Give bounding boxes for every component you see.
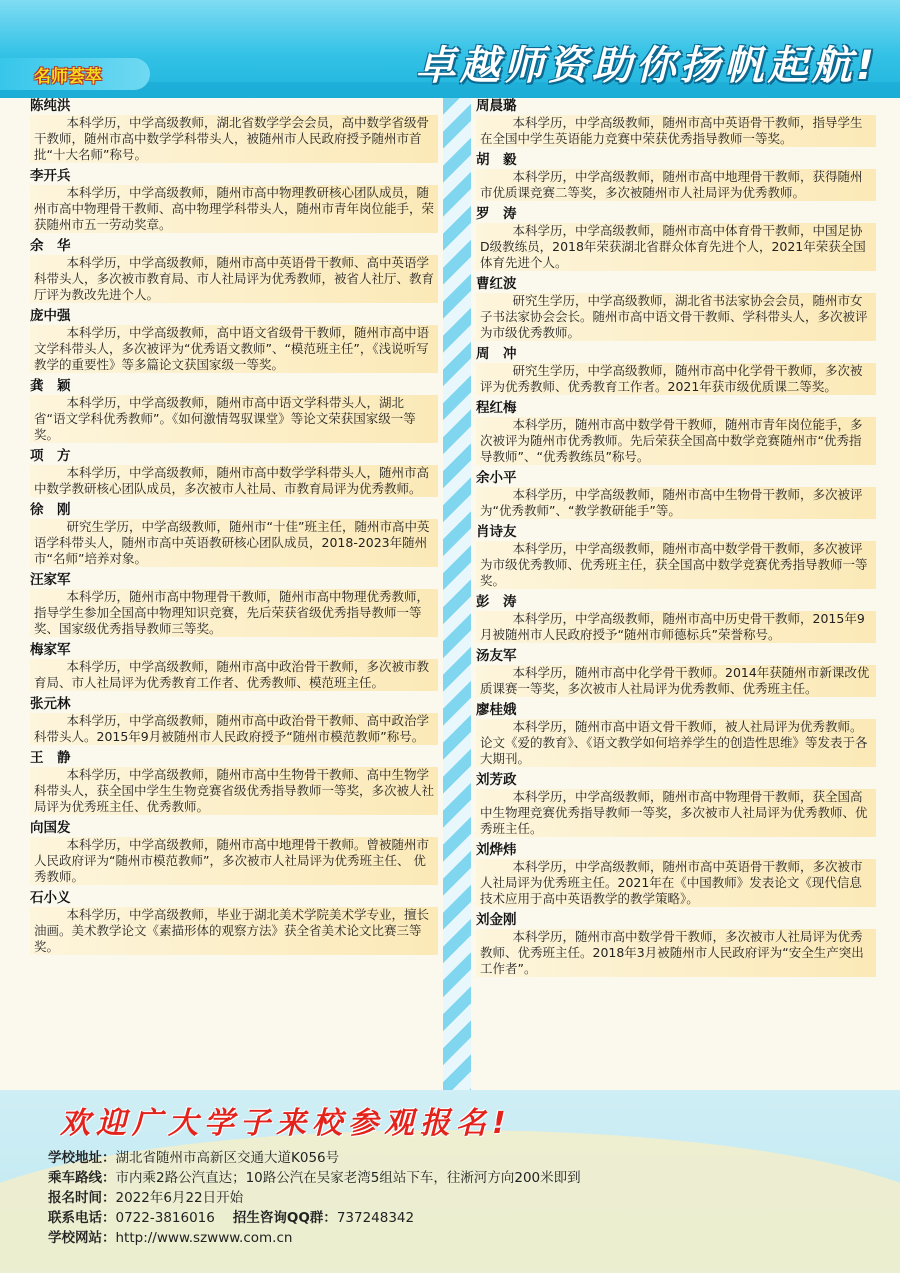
web-value[interactable]: http://www.szwww.com.cn <box>115 1230 293 1246</box>
web-row <box>48 1228 581 1248</box>
web-label: 学校网站： <box>48 1230 116 1246</box>
teacher-name: 曹红波 <box>476 276 517 292</box>
teacher-description: 本科学历，中学高级教师，随州市高中英语骨干教师，多次被市人社局评为优秀班主任。2021年在《中国教师》发表论文《现代信息技术应用于高中英语教学的教学策略》。 <box>476 859 876 907</box>
teacher-name: 刘芳政 <box>476 772 517 788</box>
teacher-name: 刘金刚 <box>476 912 517 928</box>
teacher-name: 周晨璐 <box>476 98 517 114</box>
teacher-description: 本科学历，随州市高中数学骨干教师，随州市青年岗位能手，多次被评为随州市优秀教师。先后荣获全国高中数学竞赛随州市“优秀指导教师”、“优秀教练员”称号。 <box>476 417 876 465</box>
footer <box>0 1090 900 1273</box>
teacher-entry <box>476 524 876 589</box>
left-column <box>30 98 438 960</box>
teacher-entry <box>30 168 438 233</box>
teacher-name: 汪家军 <box>30 572 71 588</box>
teacher-description: 本科学历，中学高级教师，随州市高中数学学科带头人，随州市高中数学教研核心团队成员，多次被市人社局、市教育局评为优秀教师。 <box>30 465 438 497</box>
teacher-name: 周 冲 <box>476 346 517 362</box>
teacher-entry <box>30 98 438 163</box>
teacher-description: 本科学历，中学高级教师，随州市高中地理骨干教师。曾被随州市人民政府评为“随州市模范教师”，多次被市人社局评为优秀班主任、 优秀教师。 <box>30 837 438 885</box>
time-row <box>48 1188 581 1208</box>
teacher-description: 本科学历，中学高级教师，随州市高中历史骨干教师，2015年9月被随州市人民政府授予“随州市师德标兵”荣誉称号。 <box>476 611 876 643</box>
teacher-entry <box>30 820 438 885</box>
teacher-description: 研究生学历，中学高级教师，随州市高中化学骨干教师，多次被评为优秀教师、优秀教育工作者。2021年获市级优质课二等奖。 <box>476 363 876 395</box>
teacher-name: 项 方 <box>30 448 71 464</box>
teacher-description: 本科学历，中学高级教师，湖北省数学学会会员，高中数学省级骨干教师，随州市高中数学学科带头人，被随州市人民政府授予随州市首批“十大名师”称号。 <box>30 115 438 163</box>
teacher-entry <box>476 470 876 519</box>
teacher-entry <box>476 400 876 465</box>
teacher-description: 本科学历，中学高级教师，随州市高中政治骨干教师，多次被市教育局、市人社局评为优秀教育工作者、优秀教师、模范班主任。 <box>30 659 438 691</box>
teacher-name: 石小义 <box>30 890 71 906</box>
teacher-description: 本科学历，中学高级教师，随州市高中地理骨干教师，获得随州市优质课竞赛二等奖，多次被随州市人社局评为优秀教师。 <box>476 169 876 201</box>
teacher-entry <box>476 206 876 271</box>
teacher-description: 本科学历，中学高级教师，随州市高中语文学科带头人，湖北省“语文学科优秀教师”。《如何激情驾驭课堂》等论文荣获国家级一等奖。 <box>30 395 438 443</box>
teacher-entry <box>30 308 438 373</box>
teacher-description: 本科学历，中学高级教师，随州市高中物理骨干教师，获全国高中生物理竞赛优秀指导教师一等奖，多次被市人社局评为优秀教师、优秀班主任。 <box>476 789 876 837</box>
welcome-banner: 欢迎广大学子来校参观报名! <box>60 1106 512 1141</box>
teacher-description: 本科学历，中学高级教师，随州市高中物理教研核心团队成员，随州市高中物理骨干教师、高中物理学科带头人，随州市青年岗位能手，荣获随州市五一劳动奖章。 <box>30 185 438 233</box>
teacher-name: 向国发 <box>30 820 71 836</box>
right-column <box>476 98 876 982</box>
teacher-description: 本科学历，中学高级教师，随州市高中体育骨干教师，中国足协D级教练员，2018年荣获湖北省群众体育先进个人，2021年荣获全国体育先进个人。 <box>476 223 876 271</box>
teacher-name: 罗 涛 <box>476 206 517 222</box>
time-value: 2022年6月22日开始 <box>115 1190 244 1206</box>
qq-value: 737248342 <box>336 1210 415 1226</box>
phone-value: 0722-3816016 <box>115 1210 215 1226</box>
teacher-list <box>0 98 900 1090</box>
teacher-entry <box>30 642 438 691</box>
teacher-entry <box>30 448 438 497</box>
teacher-name: 彭 涛 <box>476 594 517 610</box>
teacher-description: 本科学历，中学高级教师，随州市高中英语骨干教师，指导学生在全国中学生英语能力竞赛中荣获优秀指导教师一等奖。 <box>476 115 876 147</box>
teacher-description: 本科学历，中学高级教师，随州市高中生物骨干教师，多次被评为“优秀教师”、“教学教研能手”等。 <box>476 487 876 519</box>
teacher-entry <box>30 502 438 567</box>
teacher-name: 庞中强 <box>30 308 71 324</box>
address-value: 湖北省随州市高新区交通大道K056号 <box>115 1150 340 1166</box>
teacher-name: 肖诗友 <box>476 524 517 540</box>
teacher-entry <box>476 98 876 147</box>
phone-label: 联系电话： <box>48 1210 116 1226</box>
teacher-entry <box>30 572 438 637</box>
teacher-name: 李开兵 <box>30 168 71 184</box>
teacher-description: 本科学历，随州市高中化学骨干教师。2014年获随州市新课改优质课赛一等奖，多次被市人社局评为优秀教师、优秀班主任。 <box>476 665 876 697</box>
section-badge-label: 名师荟萃 <box>34 67 102 87</box>
teacher-entry <box>30 890 438 955</box>
teacher-entry <box>30 238 438 303</box>
teacher-entry <box>30 696 438 745</box>
school-info <box>48 1148 581 1248</box>
address-row <box>48 1148 581 1168</box>
teacher-name: 龚 颖 <box>30 378 71 394</box>
teacher-name: 余小平 <box>476 470 517 486</box>
teacher-name: 王 静 <box>30 750 71 766</box>
teacher-entry <box>476 648 876 697</box>
teacher-name: 余 华 <box>30 238 71 254</box>
teacher-entry <box>476 276 876 341</box>
teacher-entry <box>476 912 876 977</box>
teacher-description: 本科学历，中学高级教师，随州市高中生物骨干教师、高中生物学科带头人，获全国中学生生物竞赛省级优秀指导教师一等奖，多次被人社局评为优秀班主任、优秀教师。 <box>30 767 438 815</box>
teacher-description: 本科学历，随州市高中语文骨干教师，被人社局评为优秀教师。论文《爱的教育》、《语文教学如何培养学生的创造性思维》等发表于各大期刊。 <box>476 719 876 767</box>
teacher-name: 胡 毅 <box>476 152 517 168</box>
teacher-entry <box>30 378 438 443</box>
route-label: 乘车路线： <box>48 1170 116 1186</box>
teacher-entry <box>476 772 876 837</box>
teacher-name: 刘烨炜 <box>476 842 517 858</box>
teacher-name: 陈纯洪 <box>30 98 71 114</box>
route-value: 市内乘2路公汽直达；10路公汽在吴家老湾5组站下车，往淅河方向200米即到 <box>115 1170 581 1186</box>
time-label: 报名时间： <box>48 1190 116 1206</box>
teacher-name: 廖桂娥 <box>476 702 517 718</box>
teacher-name: 梅家军 <box>30 642 71 658</box>
teacher-description: 研究生学历，中学高级教师，湖北省书法家协会会员，随州市女子书法家协会会长。随州市高中语文骨干教师、学科带头人，多次被评为市级优秀教师。 <box>476 293 876 341</box>
column-divider <box>443 98 471 1090</box>
teacher-name: 徐 刚 <box>30 502 71 518</box>
teacher-entry <box>476 152 876 201</box>
qq-label: 招生咨询QQ群： <box>232 1210 337 1226</box>
teacher-name: 程红梅 <box>476 400 517 416</box>
route-row <box>48 1168 581 1188</box>
teacher-description: 本科学历，中学高级教师，随州市高中政治骨干教师、高中政治学科带头人。2015年9月被随州市人民政府授予“随州市模范教师”称号。 <box>30 713 438 745</box>
teacher-description: 本科学历，随州市高中数学骨干教师，多次被市人社局评为优秀教师、优秀班主任。2018年3月被随州市人民政府评为“安全生产突出工作者”。 <box>476 929 876 977</box>
header-banner <box>0 0 900 98</box>
teacher-name: 张元林 <box>30 696 71 712</box>
teacher-entry <box>476 842 876 907</box>
teacher-name: 汤友军 <box>476 648 517 664</box>
teacher-description: 研究生学历，中学高级教师，随州市“十佳”班主任，随州市高中英语学科带头人，随州市高中英语教研核心团队成员，2018-2023年随州市“名师”培养对象。 <box>30 519 438 567</box>
teacher-entry <box>476 346 876 395</box>
teacher-description: 本科学历，中学高级教师，随州市高中数学骨干教师，多次被评为市级优秀教师、优秀班主任，获全国高中数学竞赛优秀指导教师一等奖。 <box>476 541 876 589</box>
section-badge <box>0 58 150 90</box>
teacher-description: 本科学历，中学高级教师，高中语文省级骨干教师，随州市高中语文学科带头人，多次被评为“优秀语文教师”、“模范班主任”，《浅说听写教学的重要性》等多篇论文获国家级一等奖。 <box>30 325 438 373</box>
teacher-description: 本科学历，中学高级教师，随州市高中英语骨干教师、高中英语学科带头人，多次被市教育局、市人社局评为优秀教师，被省人社厅、教育厅评为教改先进个人。 <box>30 255 438 303</box>
page-slogan: 卓越师资助你扬帆起航! <box>415 43 878 89</box>
contact-row <box>48 1208 581 1228</box>
teacher-entry <box>30 750 438 815</box>
address-label: 学校地址： <box>48 1150 116 1166</box>
teacher-description: 本科学历，随州市高中物理骨干教师，随州市高中物理优秀教师，指导学生参加全国高中物理知识竞赛，先后荣获省级优秀指导教师一等奖、国家级优秀指导教师三等奖。 <box>30 589 438 637</box>
teacher-entry <box>476 594 876 643</box>
teacher-entry <box>476 702 876 767</box>
teacher-description: 本科学历，中学高级教师，毕业于湖北美术学院美术学专业，擅长油画。美术教学论文《素描形体的观察方法》获全省美术论文比赛三等奖。 <box>30 907 438 955</box>
